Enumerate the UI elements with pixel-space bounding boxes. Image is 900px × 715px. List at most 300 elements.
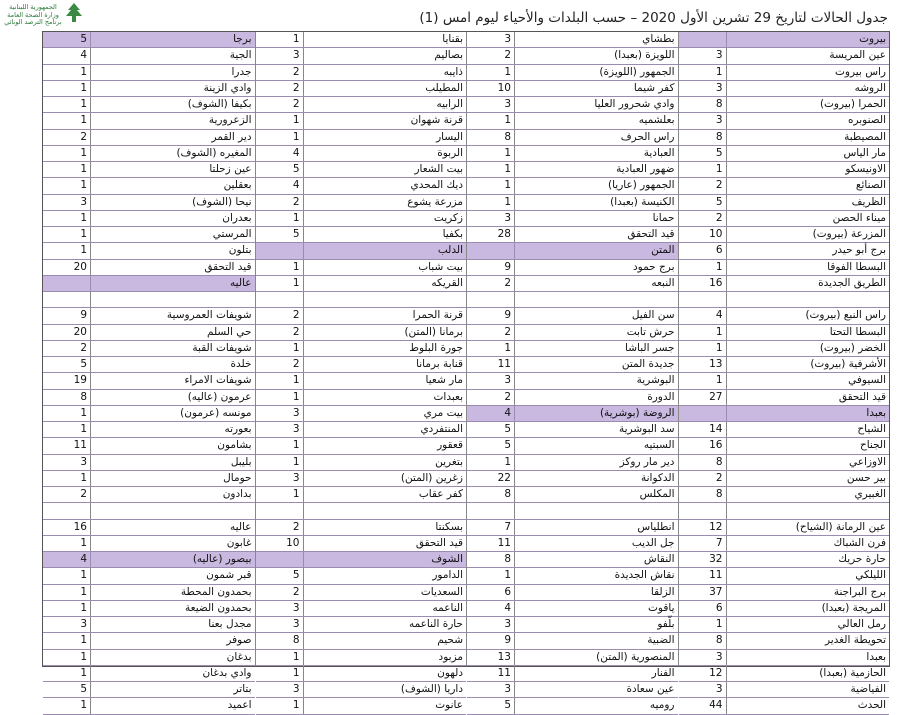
table-row — [43, 585, 255, 601]
location-name: انطلياس — [637, 520, 675, 533]
case-count: 1 — [679, 325, 727, 340]
case-count: 3 — [43, 617, 91, 632]
case-count: 3 — [256, 601, 304, 616]
case-count: 1 — [43, 243, 91, 258]
location-name: قرنة شهوان — [410, 114, 463, 127]
location-name: الناعمه — [432, 601, 463, 614]
table-row — [256, 113, 467, 129]
location-name: المنصورية (المتن) — [596, 650, 675, 663]
table-row — [467, 487, 678, 503]
table-row — [679, 698, 890, 714]
case-count: 4 — [467, 601, 515, 616]
table-row — [467, 666, 678, 682]
case-count: 13 — [679, 357, 727, 372]
case-count: 2 — [256, 325, 304, 340]
case-count: 1 — [256, 113, 304, 128]
table-row — [256, 97, 467, 113]
table-row — [467, 48, 678, 64]
location-name: حي السلم — [206, 325, 252, 338]
location-name: ياقوت — [648, 601, 675, 614]
table-row — [43, 178, 255, 194]
logo-line-3: برنامج الترصد الوبائي — [4, 18, 62, 26]
table-row — [679, 113, 890, 129]
table-column — [678, 32, 890, 712]
table-row — [43, 276, 255, 292]
table-row — [43, 633, 255, 649]
location-name: عين زحلتا — [209, 163, 252, 175]
case-count — [256, 243, 304, 258]
table-row — [256, 422, 467, 438]
table-row — [43, 146, 255, 162]
case-count — [256, 292, 304, 307]
location-name: البسطا الفوقا — [827, 260, 886, 273]
location-name: زغرين (المتن) — [400, 471, 463, 484]
table-row — [256, 325, 467, 341]
table-row — [467, 32, 678, 48]
table-row — [467, 308, 678, 324]
location-name: ضهور العبادية — [616, 163, 675, 175]
location-name: الزلقا — [650, 585, 675, 598]
table-row — [43, 260, 255, 276]
location-name: قيد التحقق — [838, 390, 886, 403]
location-name: الصنائع — [855, 179, 886, 192]
table-row — [679, 32, 890, 48]
table-row — [256, 698, 467, 714]
location-name: سن الفيل — [631, 309, 675, 322]
table-row — [43, 568, 255, 584]
table-row — [256, 406, 467, 422]
table-row — [467, 243, 678, 259]
location-name: عانوت — [435, 699, 463, 712]
case-count: 5 — [467, 698, 515, 713]
table-row — [256, 487, 467, 503]
location-name: قعقور — [437, 439, 463, 452]
case-count: 2 — [256, 585, 304, 600]
location-name: بعورته — [224, 423, 252, 435]
table-row — [467, 455, 678, 471]
case-count: 1 — [43, 666, 91, 681]
table-row — [467, 292, 678, 308]
case-count: 22 — [467, 471, 515, 486]
case-count: 3 — [256, 682, 304, 697]
case-count: 1 — [43, 81, 91, 96]
case-count: 1 — [679, 260, 727, 275]
case-count: 1 — [43, 650, 91, 665]
table-row — [679, 243, 890, 259]
table-row — [43, 682, 255, 698]
location-name: روميه — [649, 699, 675, 712]
table-row — [256, 617, 467, 633]
location-name: الخضر (بيروت) — [819, 341, 886, 354]
table-row — [679, 536, 890, 552]
location-name: بتاتر — [233, 683, 252, 695]
location-name: القريكه — [431, 276, 463, 289]
location-name: الفنار — [651, 666, 675, 679]
location-name: الدكوانة — [640, 471, 675, 484]
case-count — [43, 292, 91, 307]
logo-text — [4, 4, 62, 27]
table-row — [679, 227, 890, 243]
case-count: 7 — [679, 536, 727, 551]
case-count: 6 — [679, 243, 727, 258]
table-row — [679, 455, 890, 471]
location-name: الجمهور (اللويزة) — [599, 65, 675, 78]
table-row — [43, 357, 255, 373]
location-name: حمانا — [652, 211, 675, 224]
case-count: 7 — [467, 520, 515, 535]
location-name: شويفات القبة — [192, 341, 252, 354]
table-row — [43, 438, 255, 454]
table-row — [43, 130, 255, 146]
case-count: 1 — [467, 113, 515, 128]
case-count: 8 — [679, 130, 727, 145]
location-name: الضبية — [647, 634, 675, 647]
location-name: دلهون — [437, 666, 463, 679]
location-name: شويفات العمروسية — [166, 309, 252, 322]
case-count: 3 — [467, 211, 515, 226]
case-count: 2 — [256, 520, 304, 535]
location-name: جسر الباشا — [625, 341, 675, 354]
case-count: 4 — [43, 552, 91, 567]
case-count: 4 — [256, 146, 304, 161]
case-count: 3 — [256, 422, 304, 437]
table-row — [679, 520, 890, 536]
case-count: 2 — [256, 195, 304, 210]
table-row — [256, 65, 467, 81]
table-row — [467, 373, 678, 389]
table-row — [679, 585, 890, 601]
table-row — [43, 406, 255, 422]
location-name: كفر عقاب — [418, 488, 463, 500]
case-count: 1 — [679, 341, 727, 356]
case-count: 2 — [679, 178, 727, 193]
location-name: المغيره (الشوف) — [176, 146, 252, 159]
case-count: 2 — [43, 130, 91, 145]
table-row — [43, 422, 255, 438]
case-count: 1 — [679, 617, 727, 632]
table-row — [679, 471, 890, 487]
location-name: بسكنتا — [435, 520, 463, 533]
location-name: برج حمود — [633, 260, 675, 273]
table-row — [43, 698, 255, 714]
table-row — [467, 585, 678, 601]
table-row — [467, 113, 678, 129]
table-row — [256, 162, 467, 178]
location-name: بيت مري — [423, 406, 463, 419]
location-name: البسطا التحتا — [829, 325, 886, 338]
case-count: 2 — [679, 471, 727, 486]
case-count: 1 — [256, 390, 304, 405]
case-count: 2 — [679, 211, 727, 226]
table-row — [467, 520, 678, 536]
table-row — [679, 325, 890, 341]
location-name: النبعه — [651, 276, 675, 289]
table-row — [467, 633, 678, 649]
table-row — [679, 601, 890, 617]
table-row — [43, 227, 255, 243]
location-name: خلدة — [230, 358, 252, 370]
case-count: 11 — [43, 438, 91, 453]
case-count: 8 — [467, 487, 515, 502]
case-count: 1 — [43, 65, 91, 80]
location-name: المطيلب — [425, 81, 463, 94]
table-row — [256, 536, 467, 552]
case-count: 11 — [679, 568, 727, 583]
case-count: 1 — [43, 422, 91, 437]
case-count: 1 — [43, 585, 91, 600]
table-row — [679, 65, 890, 81]
table-row — [679, 341, 890, 357]
case-count: 1 — [679, 162, 727, 177]
location-name: ديك المحدي — [410, 179, 463, 192]
location-name: بعدران — [222, 211, 252, 224]
table-row — [467, 97, 678, 113]
location-name: بير حسن — [846, 471, 886, 484]
location-name: المتن — [651, 244, 675, 257]
location-name: بقنايا — [442, 33, 463, 45]
case-count: 3 — [679, 682, 727, 697]
table-row — [679, 438, 890, 454]
table-column — [43, 32, 255, 712]
case-count: 1 — [256, 341, 304, 356]
location-name: بتغرين — [435, 455, 463, 468]
location-name: جل الديب — [631, 536, 675, 549]
location-name: السبتيه — [643, 439, 675, 452]
case-count: 8 — [679, 487, 727, 502]
case-count — [467, 292, 515, 307]
table-row — [43, 520, 255, 536]
location-name: نقاش الجديدة — [614, 569, 675, 582]
location-name: برج البراجنة — [833, 585, 886, 598]
location-name: الليلكي — [855, 569, 886, 582]
logo-line-1: الجمهورية اللبنانية — [9, 3, 57, 11]
table-row — [467, 536, 678, 552]
case-count — [679, 503, 727, 518]
table-row — [467, 503, 678, 519]
table-row — [679, 682, 890, 698]
table-row — [679, 503, 890, 519]
location-name: الدلب — [437, 244, 463, 257]
table-row — [43, 81, 255, 97]
case-count: 5 — [467, 438, 515, 453]
ministry-logo — [4, 2, 84, 28]
table-row — [43, 455, 255, 471]
case-count: 1 — [43, 633, 91, 648]
table-row — [43, 325, 255, 341]
location-name: بدادون — [222, 488, 252, 500]
table-row — [467, 146, 678, 162]
table-row — [467, 601, 678, 617]
table-row — [256, 585, 467, 601]
location-name: غابون — [226, 536, 252, 549]
location-name: قيد التحقق — [627, 228, 675, 240]
case-count: 1 — [43, 601, 91, 616]
location-name: الجناح — [859, 439, 886, 452]
case-count: 1 — [43, 536, 91, 551]
location-name: رمل العالي — [837, 618, 886, 630]
case-count: 1 — [256, 698, 304, 713]
table-row — [256, 211, 467, 227]
location-name: بعقلين — [223, 179, 252, 192]
case-count: 1 — [256, 487, 304, 502]
case-count: 11 — [467, 666, 515, 681]
table-row — [679, 81, 890, 97]
location-name: بليبل — [230, 455, 252, 468]
case-count: 1 — [43, 568, 91, 583]
location-name: بيت شباب — [418, 260, 463, 273]
table-row — [679, 633, 890, 649]
case-count: 9 — [43, 308, 91, 323]
case-count: 2 — [467, 48, 515, 63]
case-count: 28 — [467, 227, 515, 242]
table-row — [467, 227, 678, 243]
case-count: 3 — [467, 682, 515, 697]
case-count: 11 — [467, 357, 515, 372]
case-count: 3 — [679, 48, 727, 63]
location-name: قنابة برمانا — [416, 358, 463, 370]
table-row — [679, 666, 890, 682]
location-name: ميناء الحصن — [832, 211, 886, 224]
case-count: 11 — [467, 536, 515, 551]
case-count: 1 — [256, 211, 304, 226]
case-count: 44 — [679, 698, 727, 713]
table-row — [43, 292, 255, 308]
table-row — [467, 698, 678, 714]
location-name: تحويطة الغدير — [824, 634, 886, 647]
table-row — [467, 276, 678, 292]
case-count: 3 — [467, 32, 515, 47]
case-count — [679, 406, 727, 421]
location-name: عاليه — [230, 276, 252, 289]
case-count: 27 — [679, 390, 727, 405]
table-row — [679, 552, 890, 568]
table-row — [43, 552, 255, 568]
location-name: الجية — [229, 49, 252, 62]
page-title: جدول الحالات لتاريخ 29 تشرين الأول 2020 – حسب البلدات والأحياء ليوم امس (1) — [419, 10, 888, 26]
case-count: 4 — [256, 178, 304, 193]
table-row — [256, 390, 467, 406]
case-count: 8 — [679, 455, 727, 470]
case-count: 8 — [256, 633, 304, 648]
case-count: 1 — [256, 666, 304, 681]
location-name: بحمدون المحطة — [180, 585, 252, 598]
case-count: 1 — [467, 341, 515, 356]
table-row — [256, 308, 467, 324]
table-row — [679, 568, 890, 584]
location-name: مار الياس — [843, 146, 886, 159]
location-name: العبادية — [643, 146, 675, 159]
table-row — [256, 471, 467, 487]
case-count: 1 — [43, 211, 91, 226]
location-name: الشوف — [431, 553, 463, 565]
case-count: 9 — [467, 308, 515, 323]
location-name: داريا (الشوف) — [400, 683, 463, 695]
location-name: الكنيسة (بعبدا) — [610, 195, 675, 208]
table-row — [43, 65, 255, 81]
case-count: 1 — [43, 113, 91, 128]
case-count: 5 — [679, 146, 727, 161]
location-name: بحمدون الضيعة — [185, 601, 252, 614]
location-name: قرنة الحمرا — [412, 309, 463, 322]
location-name: الشياح — [857, 423, 886, 435]
location-name: الرابيه — [436, 98, 463, 110]
location-name: بصاليم — [434, 49, 463, 62]
case-count: 1 — [256, 373, 304, 388]
table-row — [43, 48, 255, 64]
case-count — [679, 32, 727, 47]
case-count: 1 — [43, 97, 91, 112]
location-name: الزعرورية — [208, 114, 252, 127]
case-count: 1 — [467, 568, 515, 583]
case-count: 2 — [467, 276, 515, 291]
location-name: وادي الزينة — [203, 81, 252, 94]
case-count: 1 — [43, 162, 91, 177]
location-name: اللويزة (بعبدا) — [614, 49, 675, 62]
location-name: البوشرية — [636, 374, 675, 387]
table-row — [256, 276, 467, 292]
table-row — [256, 666, 467, 682]
table-row — [467, 195, 678, 211]
case-count: 1 — [679, 373, 727, 388]
location-name: راس الحرف — [620, 130, 675, 143]
table-row — [43, 503, 255, 519]
case-count: 32 — [679, 552, 727, 567]
case-count: 9 — [467, 633, 515, 648]
case-count: 20 — [43, 260, 91, 275]
table-row — [43, 650, 255, 666]
location-name: برجا — [233, 33, 252, 45]
location-name: المريجة (بعبدا) — [821, 601, 886, 614]
location-name: الصنوبره — [847, 114, 886, 127]
case-count: 3 — [467, 373, 515, 388]
location-name: السيوفي — [848, 374, 886, 387]
table-row — [467, 325, 678, 341]
case-count: 8 — [679, 633, 727, 648]
case-count: 3 — [467, 617, 515, 632]
location-name: بطشاي — [642, 33, 675, 45]
case-count: 6 — [679, 601, 727, 616]
location-name: صوفر — [226, 634, 252, 647]
case-count: 5 — [43, 357, 91, 372]
location-name: حارة حريك — [838, 553, 886, 565]
case-count: 3 — [256, 48, 304, 63]
table-row — [256, 130, 467, 146]
location-name: دير مار روكز — [619, 455, 675, 468]
table-row — [679, 487, 890, 503]
location-name: المزرعة (بيروت) — [812, 228, 886, 240]
table-row — [467, 357, 678, 373]
table-row — [467, 552, 678, 568]
location-name: الاوزاعي — [849, 455, 886, 468]
location-name: بيروت — [859, 33, 886, 45]
table-row — [256, 520, 467, 536]
case-count: 1 — [467, 455, 515, 470]
case-count: 2 — [256, 357, 304, 372]
location-name: عرمون (عاليه) — [187, 390, 252, 403]
table-row — [679, 211, 890, 227]
table-row — [467, 390, 678, 406]
case-count: 5 — [467, 422, 515, 437]
case-count: 8 — [43, 390, 91, 405]
table-row — [467, 162, 678, 178]
location-name: الظريف — [851, 195, 886, 208]
case-count: 3 — [679, 650, 727, 665]
case-count: 2 — [467, 325, 515, 340]
table-row — [467, 568, 678, 584]
table-row — [467, 341, 678, 357]
case-count: 1 — [43, 471, 91, 486]
case-count: 8 — [679, 97, 727, 112]
